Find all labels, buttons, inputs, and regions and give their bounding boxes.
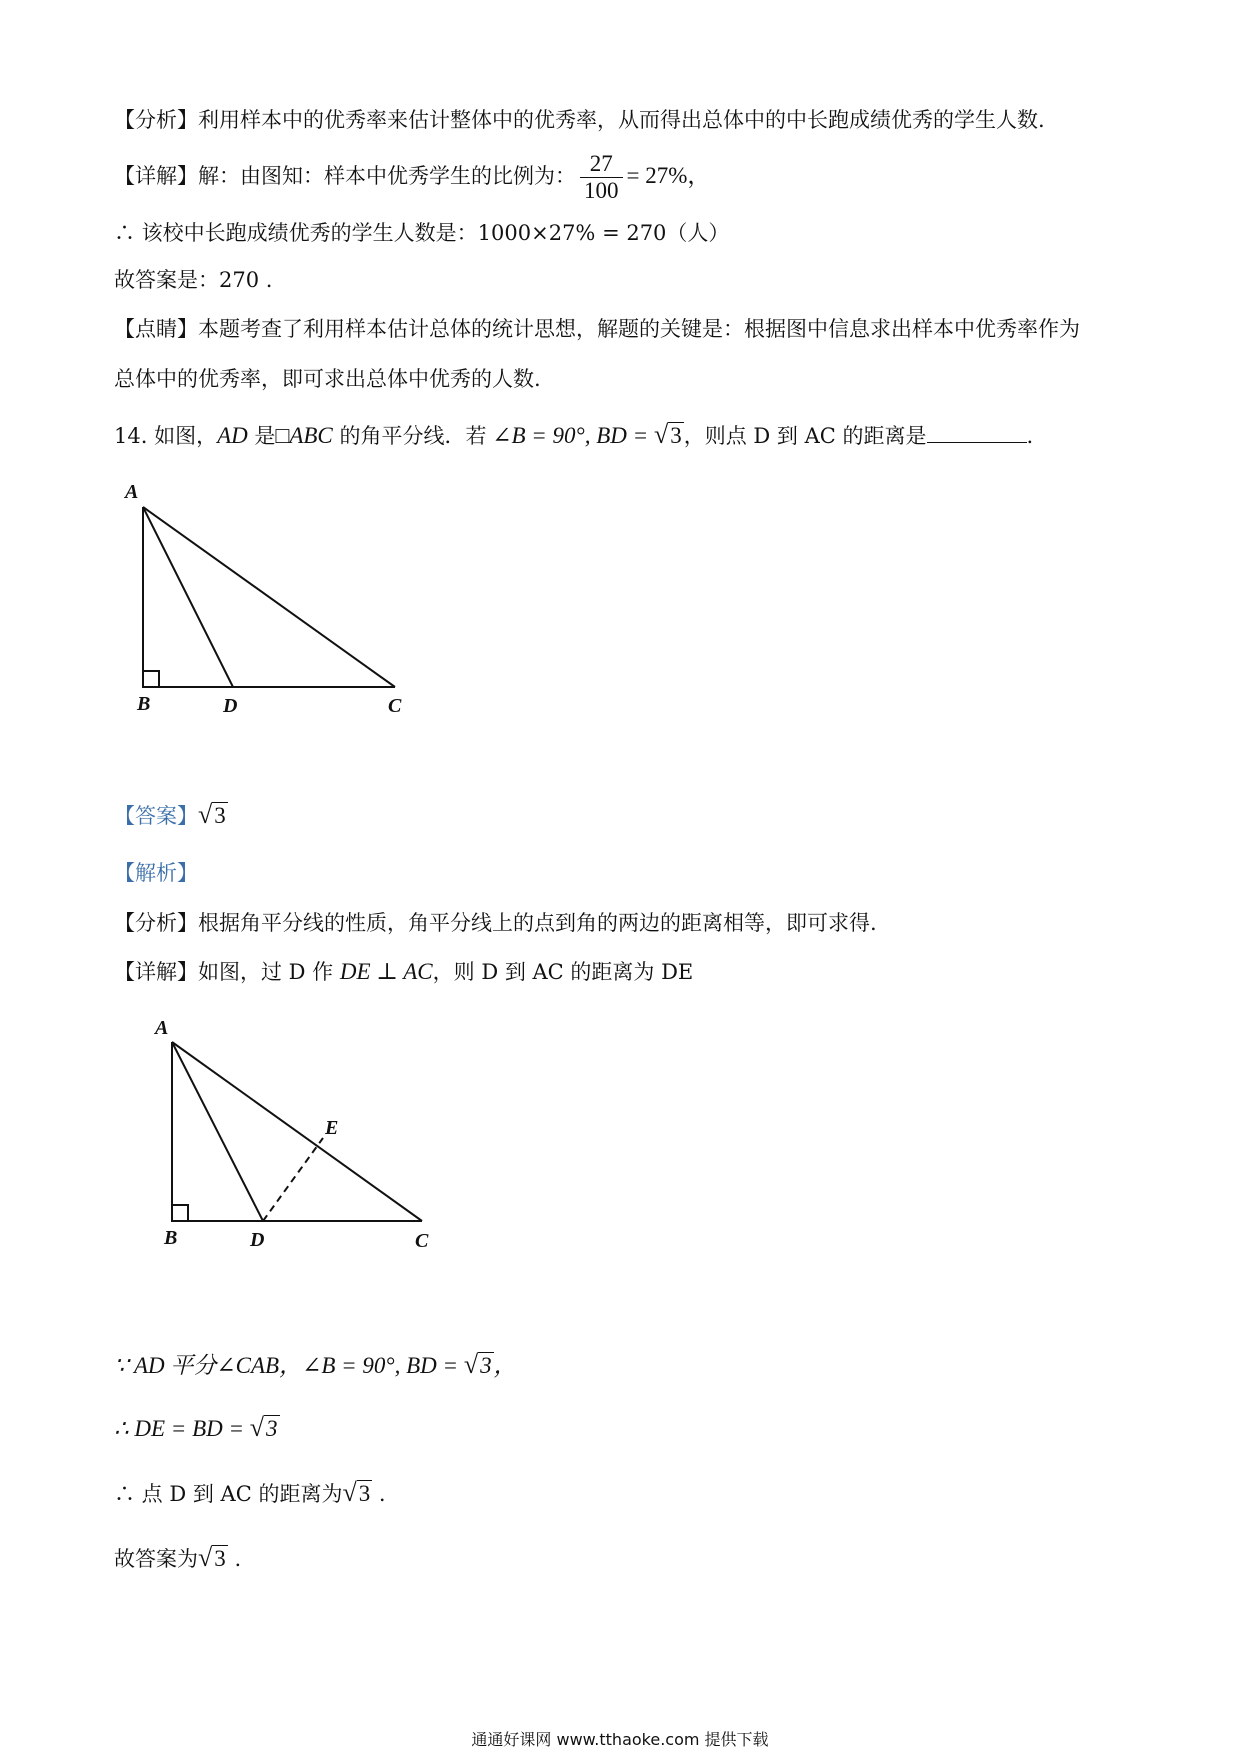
final-answer-line [114, 1543, 241, 1574]
jiexi-label: 【解析】 [114, 861, 198, 885]
right-angle-mark [172, 1205, 188, 1221]
triangle-figure-1 [120, 478, 420, 718]
therefore2-suffix: . [372, 1482, 386, 1506]
label-a: A [125, 481, 139, 503]
because-suffix: ， [493, 1353, 517, 1378]
final-suffix: . [227, 1547, 242, 1571]
because-sqrt-value: 3 [480, 1353, 492, 1378]
question-end: . [1026, 424, 1034, 448]
question-14 [114, 420, 1033, 451]
therefore2-sqrt: √3 [342, 1478, 371, 1507]
detail-text: 【详解】解：由图知：样本中优秀学生的比例为： [114, 164, 576, 188]
segment-ad-line [172, 1042, 263, 1221]
because-text: ∵ AD 平分∠CAB，∠B = 90°, BD = [114, 1353, 464, 1378]
segment-ad-line [143, 507, 233, 687]
final-text: 故答案为 [114, 1547, 198, 1571]
right-angle-mark [143, 671, 159, 687]
perpendicular-expression: DE ⊥ AC [339, 959, 433, 984]
question-text-mid: 的角平分线．若 [332, 424, 487, 448]
detail2-suffix: ，则 D 到 AC 的距离为 DE [432, 960, 694, 984]
final-sqrt: √3 [198, 1543, 226, 1572]
analysis2-paragraph: 【分析】根据角平分线的性质，角平分线上的点到角的两边的距离相等，即可求得. [114, 911, 877, 935]
label-b: B [137, 693, 151, 715]
fraction-numerator: 27 [580, 151, 623, 178]
label-b: B [164, 1227, 178, 1249]
therefore1-sqrt-value: 3 [266, 1416, 278, 1441]
question-condition: ∠B = 90°, BD = [486, 423, 654, 448]
detail2-paragraph [114, 957, 693, 987]
therefore-line-1 [114, 1413, 280, 1444]
therefore-line: ∴ 该校中长跑成绩优秀的学生人数是：1000×27% = 270（人） [114, 221, 730, 245]
question-text-then: ，则点 D 到 AC 的距离是 [683, 424, 927, 448]
fraction [580, 151, 623, 204]
fraction-denominator: 100 [584, 178, 619, 203]
analysis-paragraph: 【分析】利用样本中的优秀率来估计整体中的优秀率，从而得出总体中的中长跑成绩优秀的学生人数. [114, 108, 1045, 132]
because-sqrt: √3 [463, 1350, 492, 1379]
side-ac [172, 1042, 422, 1221]
therefore1-text: ∴ DE = BD = [114, 1416, 250, 1441]
label-e: E [325, 1117, 339, 1139]
comment-line-1: 【点睛】本题考查了利用样本估计总体的统计思想，解题的关键是：根据图中信息求出样本中优秀率作为 [114, 317, 1080, 341]
therefore2-sqrt-value: 3 [358, 1481, 371, 1506]
answer-sqrt: √3 [198, 800, 226, 829]
sqrt-three: √3 [653, 420, 682, 449]
question-text-is: 是 [247, 424, 276, 448]
triangle-abc: □ABC [275, 423, 333, 448]
detail2-prefix: 【详解】如图，过 D 作 [114, 960, 340, 984]
segment-ad: AD [217, 423, 248, 448]
comment-line-2: 总体中的优秀率，即可求出总体中优秀的人数. [114, 367, 541, 391]
detail-paragraph [114, 146, 710, 206]
therefore1-sqrt: √3 [249, 1413, 278, 1442]
page-footer: 通通好课网 www.tthaoke.com 提供下载 [471, 1730, 769, 1749]
label-c: C [388, 695, 402, 717]
label-d: D [250, 1229, 265, 1251]
answer-value: 3 [214, 803, 226, 828]
sqrt-value: 3 [670, 423, 682, 448]
because-line [114, 1350, 517, 1381]
therefore2-text: ∴ 点 D 到 AC 的距离为 [114, 1482, 343, 1506]
answer-blank [927, 422, 1027, 443]
segment-de-dashed [263, 1138, 323, 1221]
answer-section [114, 800, 228, 831]
question-number: 14. 如图， [114, 424, 218, 448]
label-c: C [415, 1230, 429, 1252]
answer-line: 故答案是：270 . [114, 268, 273, 292]
triangle-figure-2 [150, 1014, 450, 1254]
label-d: D [223, 695, 238, 717]
final-sqrt-value: 3 [214, 1546, 226, 1571]
answer-label: 【答案】 [114, 804, 198, 828]
label-a: A [155, 1017, 169, 1039]
therefore-line-2 [114, 1478, 386, 1509]
side-ac [143, 507, 395, 687]
fraction-result: = 27%， [626, 163, 711, 188]
